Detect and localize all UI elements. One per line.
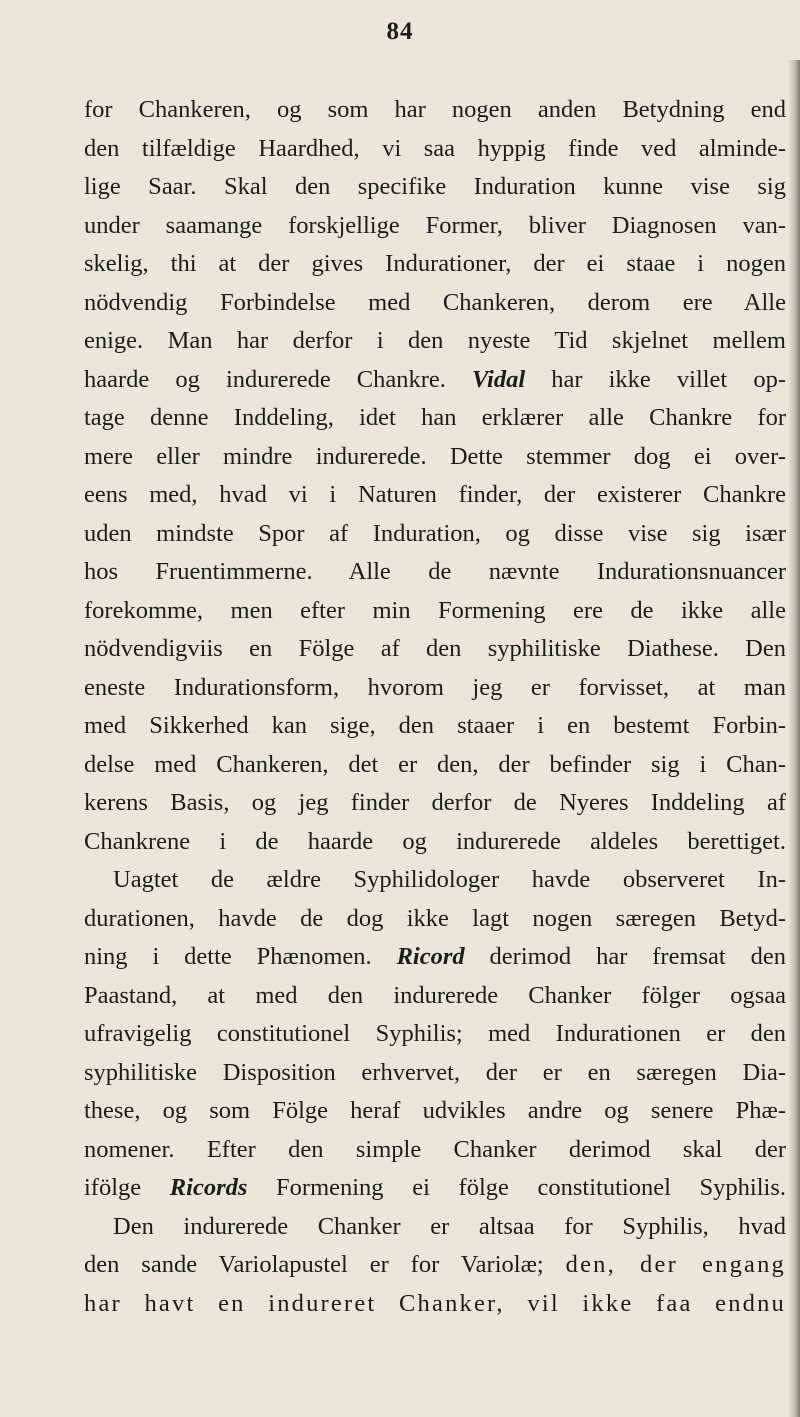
- text-span: Den indurerede Chanker er altsaa for Syphilis, hvad: [113, 1212, 786, 1240]
- text-line: [84, 438, 786, 477]
- text-line: [84, 322, 786, 361]
- text-span: eneste Indurationsform, hvorom jeg er forvisset, at man: [84, 673, 786, 701]
- text-span: ning i dette Phænomen.: [84, 943, 397, 970]
- text-span: lige Saar. Skal den specifike Induration kunne vise sig: [84, 173, 786, 200]
- text-span: derimod har fremsat den: [464, 943, 786, 970]
- text-span: Uagtet de ældre Syphilidologer havde observeret In-: [113, 866, 786, 893]
- text-span: ifölge: [84, 1174, 170, 1201]
- text-span: den sande Variolapustel er for Variolæ;: [84, 1251, 566, 1278]
- text-span: nödvendigviis en Fölge af den syphilitiske Diathese. Den: [84, 635, 786, 662]
- text-line: [84, 91, 786, 130]
- text-line: [84, 1015, 786, 1054]
- text-line: [84, 361, 786, 400]
- text-span: ufravigelig constitutionel Syphilis; med Indurationen er den: [84, 1020, 786, 1047]
- text-line: [84, 553, 786, 592]
- text-line: [84, 823, 786, 862]
- text-span: for Chankeren, og som har nogen anden Betydning end: [84, 96, 786, 123]
- text-span: Paastand, at med den indurerede Chanker fölger ogsaa: [84, 981, 786, 1009]
- text-span: forekomme, men efter min Formening ere de ikke alle: [84, 596, 786, 624]
- text-span: har ikke villet op-: [525, 365, 786, 393]
- text-line: [84, 861, 786, 900]
- text-span: kerens Basis, og jeg finder derfor de Nyeres Inddeling af: [84, 789, 786, 816]
- text-line: [84, 168, 786, 207]
- text-span: den tilfældige Haardhed, vi saa hyppig finde ved alminde-: [84, 134, 786, 162]
- text-span: mere eller mindre indurerede. Dette stemmer dog ei over-: [84, 442, 786, 470]
- text-line: [84, 1208, 786, 1247]
- text-line: [84, 707, 786, 746]
- text-line: [84, 399, 786, 438]
- text-span: uden mindste Spor af Induration, og disse vise sig især: [84, 519, 786, 547]
- text-span: eens med, hvad vi i Naturen finder, der existerer Chankre: [84, 481, 786, 508]
- text-span: den, der engang: [565, 1251, 786, 1278]
- text-span: Formening ei fölge constitutionel Syphilis.: [247, 1174, 786, 1201]
- text-span: har havt en indureret Chanker, vil ikke faa endnu: [84, 1289, 786, 1317]
- text-line: [84, 1246, 786, 1285]
- text-line: [84, 592, 786, 631]
- text-span: Chankrene i de haarde og indurerede aldeles berettiget.: [84, 827, 786, 855]
- body-text: [84, 91, 786, 1323]
- text-span: under saamange forskjellige Former, bliver Diagnosen van-: [84, 211, 786, 239]
- italic-name: Vidal: [472, 365, 526, 393]
- text-span: skelig, thi at der gives Indurationer, der ei staae i nogen: [84, 250, 786, 277]
- text-span: syphilitiske Disposition erhvervet, der er en særegen Dia-: [84, 1058, 786, 1086]
- text-span: these, og som Fölge heraf udvikles andre og senere Phæ-: [84, 1097, 786, 1124]
- text-line: [84, 977, 786, 1016]
- text-line: [84, 207, 786, 246]
- text-span: haarde og indurerede Chankre.: [84, 365, 473, 393]
- text-span: durationen, havde de dog ikke lagt nogen særegen Betyd-: [84, 904, 786, 932]
- page-number: 84: [386, 18, 414, 45]
- text-line: [84, 245, 786, 284]
- text-line: [84, 938, 786, 977]
- text-line: [84, 515, 786, 554]
- page-edge-shadow: [788, 60, 800, 1417]
- text-line: [84, 1169, 786, 1208]
- text-span: nödvendig Forbindelse med Chankeren, derom ere Alle: [84, 288, 786, 316]
- text-line: [84, 630, 786, 669]
- text-line: [84, 284, 786, 323]
- text-span: hos Fruentimmerne. Alle de nævnte Indurationsnuancer: [84, 558, 786, 585]
- text-line: [84, 476, 786, 515]
- text-span: med Sikkerhed kan sige, den staaer i en bestemt Forbin-: [84, 712, 786, 739]
- text-span: nomener. Efter den simple Chanker derimod skal der: [84, 1135, 786, 1163]
- text-span: enige. Man har derfor i den nyeste Tid skjelnet mellem: [84, 327, 786, 354]
- text-span: delse med Chankeren, det er den, der befinder sig i Chan-: [84, 750, 786, 778]
- text-line: [84, 900, 786, 939]
- italic-name: Ricords: [169, 1174, 248, 1201]
- italic-name: Ricord: [396, 943, 465, 970]
- text-line: [84, 1285, 786, 1324]
- text-line: [84, 1054, 786, 1093]
- text-line: [84, 784, 786, 823]
- text-line: [84, 669, 786, 708]
- text-line: [84, 746, 786, 785]
- text-span: tage denne Inddeling, idet han erklærer alle Chankre for: [84, 404, 786, 431]
- text-line: [84, 1131, 786, 1170]
- text-line: [84, 130, 786, 169]
- text-line: [84, 1092, 786, 1131]
